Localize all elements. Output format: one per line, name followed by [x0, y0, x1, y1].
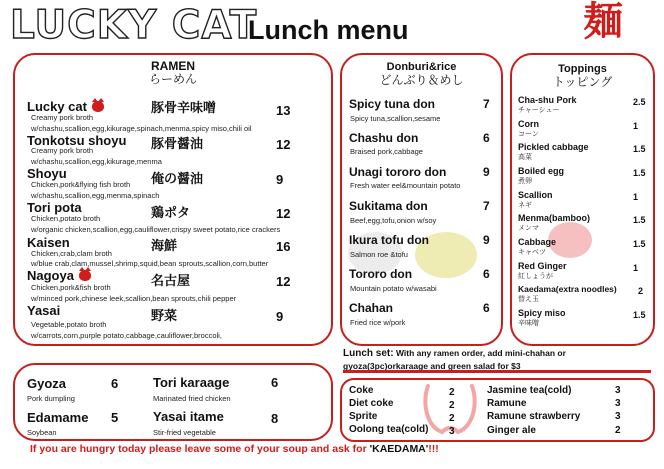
item-name: Kaedama(extra noodles)	[518, 284, 617, 294]
toppings-title: Toppings	[558, 63, 607, 75]
item-name: Ginger ale	[487, 425, 536, 436]
item-name: Spicy tuna don	[349, 97, 436, 111]
item-price: 1	[633, 192, 639, 202]
footer-end: !!!	[428, 443, 439, 455]
item-price: 12	[276, 274, 291, 289]
item-desc: Chicken,pork&fish broth	[31, 283, 111, 292]
item-price: 5	[111, 410, 119, 425]
cat-icon	[92, 101, 104, 112]
item-price: 2	[449, 400, 455, 411]
item-jp: ネギ	[518, 201, 532, 209]
item-desc: Creamy pork broth	[31, 113, 94, 122]
item-desc: Fried rice w/pork	[350, 318, 406, 327]
item-price: 1.5	[633, 310, 646, 320]
item-desc: w/organic chicken,scallion,egg,cauliflower,crispy sweet potato,rice crackers	[31, 225, 281, 234]
item-price: 1.5	[633, 168, 646, 178]
item-name: Ikura tofu don	[349, 233, 429, 247]
item-name: Gyoza	[27, 376, 67, 391]
item-jp: キャベツ	[518, 248, 546, 256]
item-price: 1.5	[633, 239, 646, 249]
footer-note	[30, 443, 439, 455]
item-price: 3	[615, 411, 621, 422]
donburi-title-jp: どんぶり＆めし	[379, 72, 464, 87]
footer-text: If you are hungry today please leave some of your soup and ask for	[30, 443, 367, 455]
item-jp: メンマ	[518, 224, 539, 232]
item-price: 3	[615, 385, 621, 396]
item-name: Sukitama don	[349, 199, 428, 213]
item-name: Chahan	[349, 301, 394, 315]
item-price: 1.5	[633, 144, 646, 154]
item-desc: Chicken,potato broth	[31, 214, 101, 223]
item-price: 2.5	[633, 97, 646, 107]
item-name: Pickled cabbage	[518, 142, 589, 152]
item-name: Menma(bamboo)	[518, 213, 590, 223]
item-desc: Marinated fried chicken	[153, 394, 231, 403]
item-jp: 辛味噌	[518, 319, 539, 327]
lunch-set-label: Lunch set:	[343, 348, 394, 359]
item-price: 16	[276, 239, 291, 254]
item-price: 6	[271, 375, 279, 390]
item-name: Tonkotsu shoyu	[27, 133, 127, 148]
item-price: 1.5	[633, 215, 646, 225]
item-name: Lucky cat	[27, 100, 104, 113]
item-name: Oolong tea(cold)	[349, 424, 429, 435]
item-desc: w/carrots,corn,purple potato,cabbage,cauliflower,broccoli,	[31, 331, 222, 340]
ramen-title: RAMEN	[151, 59, 195, 73]
noodle-kanji-logo: 麺	[583, 0, 623, 45]
item-name: Cabbage	[518, 237, 557, 247]
item-desc: Fresh water eel&mountain potato	[350, 181, 461, 190]
lunch-set-note	[343, 348, 643, 371]
item-price: 7	[483, 97, 490, 111]
item-price: 13	[276, 103, 291, 118]
item-name: Tori pota	[27, 200, 82, 215]
item-price: 9	[483, 165, 490, 179]
cat-icon	[79, 270, 91, 281]
item-price: 2	[449, 413, 455, 424]
item-jp: 野菜	[151, 309, 178, 324]
item-desc: Braised pork,cabbage	[350, 147, 423, 156]
item-jp: 俺の醤油	[151, 172, 204, 187]
item-price: 1	[633, 121, 639, 131]
item-name: Ramune	[487, 398, 527, 409]
item-price: 8	[271, 411, 279, 426]
item-name: Shoyu	[27, 166, 67, 181]
page-title: Lunch menu	[248, 15, 409, 45]
toppings-heading	[510, 64, 655, 88]
item-jp: 豚骨辛味噌	[151, 101, 217, 116]
item-name: Yasai itame	[153, 409, 224, 424]
item-jp: チャーシュー	[518, 106, 560, 114]
item-price: 9	[276, 309, 284, 324]
ramen-title-jp: らーめん	[148, 71, 197, 86]
item-price: 2	[638, 286, 644, 296]
item-price: 9	[276, 172, 284, 187]
item-name: Nagoya	[27, 269, 91, 282]
item-name: Cha-shu Pork	[518, 95, 577, 105]
item-price: 9	[483, 233, 490, 247]
item-name: Spicy miso	[518, 308, 566, 318]
item-desc: Chicken,crab,clam broth	[31, 249, 112, 258]
item-name: Coke	[349, 385, 374, 396]
item-price: 6	[111, 376, 119, 391]
item-name: Chashu don	[349, 131, 419, 145]
item-desc: Mountain potato w/wasabi	[350, 284, 437, 293]
item-price: 2	[449, 387, 455, 398]
item-name: Unagi tororo don	[349, 165, 447, 179]
item-name: Kaisen	[27, 235, 70, 250]
item-desc: w/chashu,scallion,egg,kikurage,menma	[31, 157, 162, 166]
item-desc: w/chashu,scallion,egg,kikurage,spinach,menma,spicy miso,chili oil	[31, 124, 252, 133]
item-price: 2	[615, 425, 621, 436]
donburi-title: Donburi&rice	[386, 61, 457, 73]
item-price: 3	[449, 426, 455, 437]
item-name: Yasai	[27, 303, 61, 318]
item-name: Edamame	[27, 410, 89, 425]
item-name: Ramune strawberry	[487, 411, 581, 422]
item-jp: 鶏ポタ	[151, 206, 191, 221]
item-desc: Beef,egg,tofu,onion w/soy	[350, 216, 437, 225]
item-jp: コーン	[518, 130, 539, 138]
item-desc: Pork dumpling	[27, 394, 75, 403]
item-name: Scallion	[518, 190, 553, 200]
donburi-heading	[340, 62, 503, 86]
item-desc: Stir-fried vegetable	[153, 428, 216, 437]
item-desc: Salmon roe &tofu	[350, 250, 408, 259]
item-price: 1	[633, 263, 639, 273]
item-desc: Spicy tuna,scallion,sesame	[350, 114, 441, 123]
brand-logo: LUCKY CAT	[10, 3, 258, 48]
item-price: 3	[615, 398, 621, 409]
item-desc: Chicken,pork&flying fish broth	[31, 180, 131, 189]
item-name: Boiled egg	[518, 166, 565, 176]
item-price: 6	[483, 301, 490, 315]
item-desc: w/blue crab,clam,mussel,shrimp,squid,bean sprouts,scallion,corn,butter	[31, 259, 269, 268]
item-jp: 替え玉	[518, 295, 539, 303]
item-desc: w/minced pork,chinese leek,scallion,bean sprouts,chili pepper	[31, 294, 237, 303]
lunch-set-text: With any ramen order, add mini-chahan or gyoza(3pc)orkaraage and green salad for $3	[343, 348, 566, 371]
item-desc: Soybean	[27, 428, 57, 437]
item-jp: 高菜	[518, 153, 532, 161]
item-name: Corn	[518, 119, 539, 129]
item-desc: Vegetable,potato broth	[31, 320, 107, 329]
item-name: Sprite	[349, 411, 378, 422]
item-desc: w/chashu,scallion,egg,menma,spinach	[31, 191, 160, 200]
toppings-title-jp: トッピング	[552, 74, 613, 89]
item-name: Tororo don	[349, 267, 413, 281]
item-name: Red Ginger	[518, 261, 567, 271]
item-jp: 名古屋	[151, 274, 191, 289]
item-name: Jasmine tea(cold)	[487, 385, 572, 396]
item-price: 12	[276, 206, 291, 221]
item-name: Diet coke	[349, 398, 394, 409]
item-price: 6	[483, 131, 490, 145]
item-price: 7	[483, 199, 490, 213]
lunch-set-divider	[343, 370, 651, 373]
item-name: Tori karaage	[153, 375, 230, 390]
item-jp: 煮卵	[518, 177, 532, 185]
footer-keyword: 'KAEDAMA'	[369, 443, 429, 455]
item-jp: 海鮮	[151, 239, 178, 254]
item-jp: 紅しょうが	[518, 272, 553, 280]
item-jp: 豚骨醤油	[151, 137, 204, 152]
ramen-heading	[13, 60, 333, 85]
item-price: 12	[276, 137, 291, 152]
item-price: 6	[483, 267, 490, 281]
item-desc: Creamy pork broth	[31, 146, 94, 155]
